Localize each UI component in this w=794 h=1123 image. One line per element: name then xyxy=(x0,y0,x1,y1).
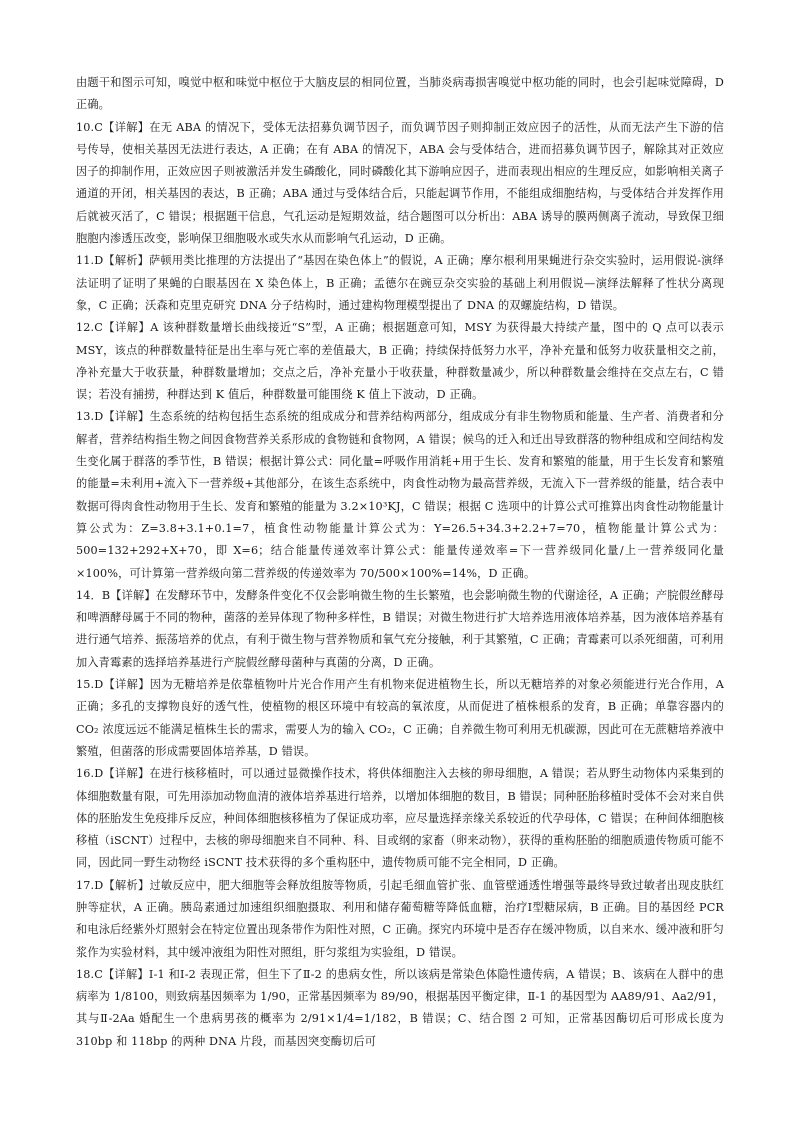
paragraph-q11: 11.D【解析】萨顿用类比推理的方法提出了“基因在染色体上”的假说，A 正确；摩尔根利用果蝇进行杂交实验时，运用假说-演绎法证明了证明了果蝇的白眼基因在 X 染色体上，B 正确；孟德尔在豌豆杂交实验的基础上利用假说—演绎法解释了性状分离现象，C 正确；沃森和克里克研究 DNA 分子结构时，通过建构物理模型提出了 DNA 的双螺旋结构，D 错误。 xyxy=(76,254,724,312)
paragraph-q13: 13.D【详解】生态系统的结构包括生态系统的组成成分和营养结构两部分，组成成分有非生物物质和能量、生产者、消费者和分解者，营养结构指生物之间因食物营养关系形成的食物链和食物网，A 错误；候鸟的迁入和迁出导致群落的物种组成和空间结构发生变化属于群落的季节性，B 错误；根据计算公式：同化量=呼吸作用消耗+用于生长、发育和繁殖的能量，用于生长发育和繁殖的能量=未利用+流入下一营养级+其他部分，在该生态系统中，肉食性动物为最高营养级，无流入下一营养级的能量，结合表中数据可得肉食性动物用于生长、发育和繁殖的能量为 3.2×10³KJ，C 错误；根据 C 选项中的计算公式可推算出肉食性动物能量计算公式为：Z=3.8+3.1+0.1=7，植食性动物能量计算公式为：Y=26.5+34.3+2.2+7=70，植物能量计算公式为：500=132+292+X+70，即 X=6；结合能量传递效率计算公式：能量传递效率=下一营养级同化量/上一营养级同化量×100%，可计算第一营养级向第二营养级的传递效率为 70/500×100%=14%，D 正确。 xyxy=(76,410,724,580)
paragraph-q15: 15.D【详解】因为无糖培养是依靠植物叶片光合作用产生有机物来促进植物生长，所以无糖培养的对象必须能进行光合作用，A 正确；多孔的支撑物良好的透气性，使植物的根区环境中有较高的氧浓度，从而促进了植株根系的发育，B 正确；单靠容器内的 CO₂ 浓度远远不能满足植株生长的需求，需要人为的输入 CO₂，C 正确；自养微生物可利用无机碳源，因此可在无蔗糖培养液中繁殖，但菌落的形成需要固体培养基，D 错误。 xyxy=(76,678,724,758)
paragraph-q10: 10.C【详解】在无 ABA 的情况下，受体无法招募负调节因子，而负调节因子则抑制正效应因子的活性，从而无法产生下游的信号传导，使相关基因无法进行表达，A 正确；在有 ABA 的情况下，ABA 会与受体结合，进而招募负调节因子，解除其对正效应因子的抑制作用，正效应因子则被激活并发生磷酸化，同时磷酸化其下游响应因子，进而表现出相应的生理反应，如影响相关离子通道的开闭，相关基因的表达，B 正确；ABA 通过与受体结合后，只能起调节作用，不能组成细胞结构，与受体结合并发挥作用后就被灭活了，C 错误；根据题干信息，气孔运动是短期效益，结合题图可以分析出：ABA 诱导的膜两侧离子流动，导致保卫细胞胞内渗透压改变，影响保卫细胞吸水或失水从而影响气孔运动，D 正确。 xyxy=(76,120,724,246)
paragraph-q16: 16.D【详解】在进行核移植时，可以通过显微操作技术，将供体细胞注入去核的卵母细胞，A 错误；若从野生动物体内采集到的体细胞数量有限，可先用添加动物血清的液体培养基进行培养，以增加体细胞的数目，B 错误；同种胚胎移植时受体不会对来自供体的胚胎发生免疫排斥反应，种间体细胞核移植为了保证成功率，应尽量选择亲缘关系较近的代孕母体，C 错误；在种间体细胞核移植（iSCNT）过程中，去核的卵母细胞来自不同种、科、目或纲的家畜（卵来动物），获得的重构胚胎的细胞质遗传物质可能不同，因此同一野生动物经 iSCNT 技术获得的多个重构胚中，遗传物质可能不完全相同，D 正确。 xyxy=(76,767,724,870)
paragraph-intro: 由题干和图示可知，嗅觉中枢和味觉中枢位于大脑皮层的相同位置，当肺炎病毒损害嗅觉中枢功能的同时，也会引起味觉障碍，D 正确。 xyxy=(76,76,724,112)
paragraph-q18: 18.C【详解】Ⅰ-1 和Ⅰ-2 表现正常，但生下了Ⅱ-2 的患病女性，所以该病是常染色体隐性遗传病，A 错误；B、该病在人群中的患病率为 1/8100，则致病基因频率为 1/90，正常基因频率为 89/90，根据基因平衡定律，Ⅱ-1 的基因型为 AA89/91、Aa2/91，其与Ⅱ-2Aa 婚配生一个患病男孩的概率为 2/91×1/4=1/182，B 错误；C、结合图 2 可知，正常基因酶切后可形成长度为 310bp 和 118bp 的两种 DNA 片段，而基因突变酶切后可 xyxy=(76,967,724,1048)
paragraph-q17: 17.D【解析】过敏反应中，肥大细胞等会释放组胺等物质，引起毛细血管扩张、血管壁通透性增强等最终导致过敏者出现皮肤红肿等症状，A 正确。胰岛素通过加速组织细胞摄取、利用和储存葡萄糖等降低血糖，治疗Ⅰ型糖尿病，B 正确。目的基因经 PCR 和电泳后经紫外灯照射会在特定位置出现条带作为阳性对照，C 正确。探究内环境中是否存在缓冲物质，以自来水、缓冲液和肝匀浆作为实验材料，其中缓冲液组为阳性对照组，肝匀浆组为实验组，D 错误。 xyxy=(76,878,724,959)
paragraph-q12: 12.C【详解】A 该种群数量增长曲线接近“S”型，A 正确；根据题意可知，MSY 为获得最大持续产量，图中的 Q 点可以表示 MSY，该点的种群数量特征是出生率与死亡率的差值最大，B 正确；持续保持低努力水平，净补充量和低努力收获量相交之前，净补充量大于收获量，种群数量增加；交点之后，净补充量小于收获量，种群数量减少，所以种群数量会维持在交点左右，C 错误；若没有捕捞，种群达到 K 值后，种群数量可能围绕 K 值上下波动，D 正确。 xyxy=(76,321,724,402)
paragraph-q14: 14．B【详解】在发酵环节中，发酵条件变化不仅会影响微生物的生长繁殖，也会影响微生物的代谢途径，A 正确；产脘假丝酵母和啤酒酵母属于不同的物种，菌落的差异体现了物种多样性，B 错误；对微生物进行扩大培养选用液体培养基，因为液体培养基有进行通气培养、振荡培养的优点，有利于微生物与营养物质和氧气充分接触，利于其繁殖，C 正确；青霉素可以杀死细菌，可利用加入青霉素的选择培养基进行产脘假丝酵母菌种与真菌的分离，D 正确。 xyxy=(76,588,724,669)
